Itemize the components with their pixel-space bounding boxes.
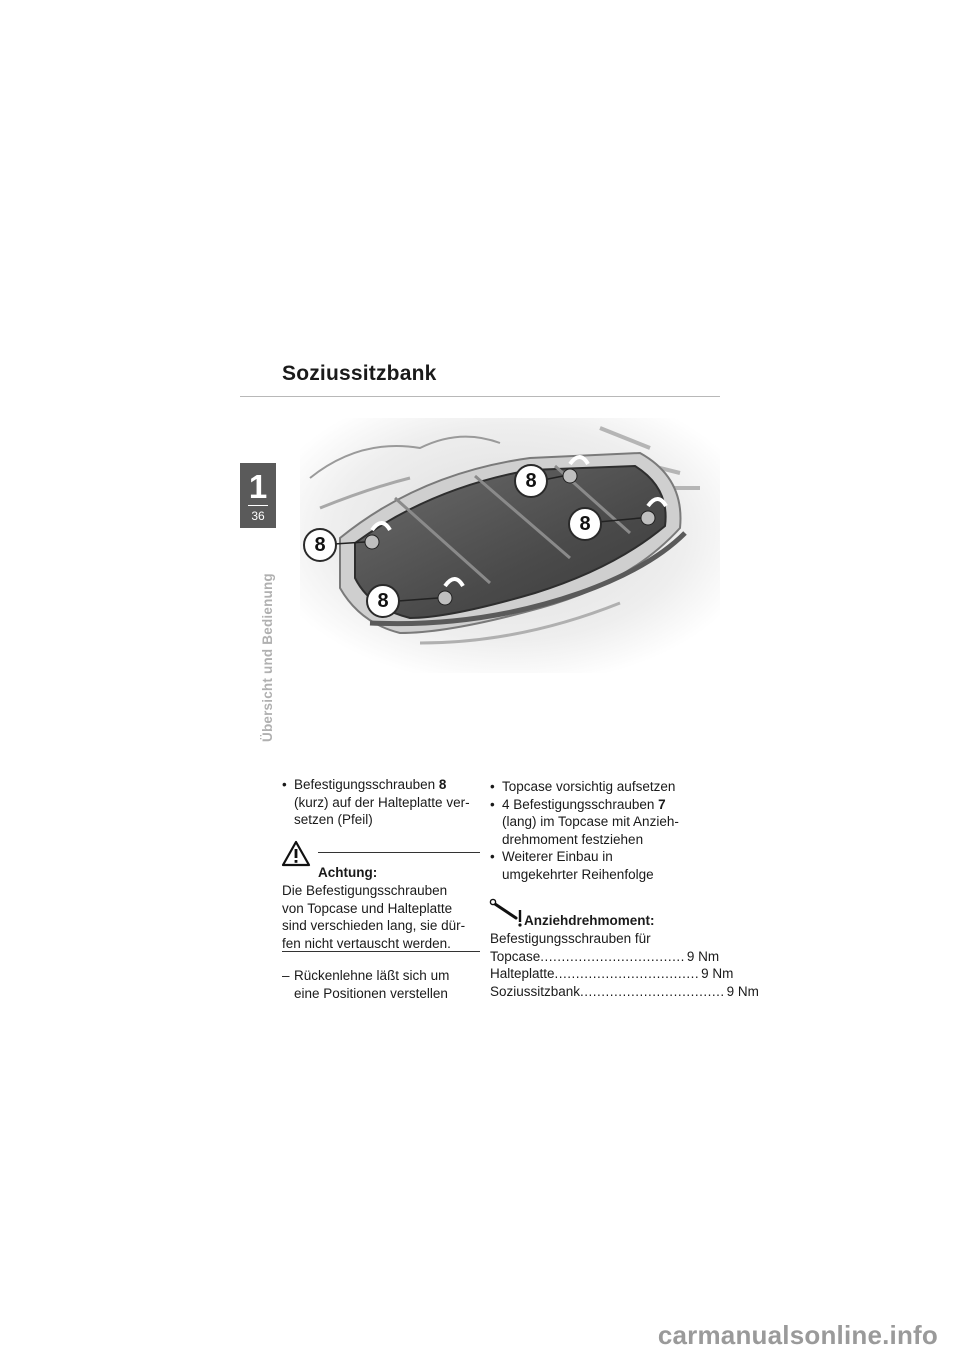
title-rule bbox=[240, 396, 720, 397]
screw-left bbox=[365, 535, 379, 549]
torque-value: 9 Nm bbox=[686, 948, 720, 964]
bullet-text: (lang) im Topcase mit Anzieh- bbox=[502, 814, 679, 830]
torque-heading: Anziehdrehmoment: bbox=[524, 913, 655, 928]
page-title: Soziussitzbank bbox=[282, 362, 437, 385]
torque-row bbox=[490, 983, 759, 1001]
warning-line: Die Befestigungsschrauben bbox=[282, 883, 448, 898]
torque-dots: .................................. bbox=[540, 948, 685, 964]
bullet-mark: • bbox=[490, 779, 495, 794]
ref-number: 7 bbox=[658, 796, 666, 812]
warning-line: von Topcase und Halteplatte bbox=[282, 900, 453, 916]
warning-line: sind verschieden lang, sie dür- bbox=[282, 918, 466, 934]
list-item bbox=[490, 778, 690, 796]
torque-intro: Befestigungsschrauben für bbox=[490, 931, 651, 946]
callout-8-top: 8 bbox=[514, 464, 548, 498]
chapter-number: 1 bbox=[248, 468, 268, 505]
warning-line: fen nicht vertauscht werden. bbox=[282, 935, 451, 951]
left-column-bullets bbox=[282, 776, 482, 829]
callout-8-bottom: 8 bbox=[366, 584, 400, 618]
list-item bbox=[282, 776, 482, 829]
bullet-text: drehmoment festziehen bbox=[502, 831, 644, 847]
torque-label: Topcase bbox=[490, 948, 541, 964]
watermark[interactable]: carmanualsonline.info bbox=[657, 1320, 938, 1350]
bullet-text: Befestigungsschrauben bbox=[294, 777, 439, 792]
warning-icon bbox=[282, 840, 310, 868]
bullet-text: 4 Befestigungsschrauben bbox=[502, 796, 659, 812]
torque-body bbox=[490, 930, 759, 1000]
list-item bbox=[490, 848, 690, 883]
seat-plate-figure bbox=[300, 418, 720, 673]
dash-text: Rückenlehne läßt sich um bbox=[294, 968, 450, 983]
screw-top bbox=[563, 469, 577, 483]
warning-body bbox=[282, 882, 482, 952]
warning-rule-top bbox=[318, 852, 480, 853]
dash-mark: – bbox=[282, 968, 290, 983]
torque-row bbox=[490, 948, 720, 966]
torque-value: 9 Nm bbox=[726, 983, 759, 999]
warning-heading: Achtung: bbox=[318, 865, 378, 880]
callout-8-left: 8 bbox=[303, 528, 337, 562]
torque-value: 9 Nm bbox=[701, 966, 734, 982]
screw-bottom bbox=[438, 591, 452, 605]
torque-label: Halteplatte bbox=[490, 966, 555, 982]
dash-text: eine Positionen verstellen bbox=[294, 985, 448, 1001]
bullet-mark: • bbox=[490, 849, 495, 865]
chapter-marker bbox=[240, 463, 276, 528]
bullet-text: umgekehrter Reihenfolge bbox=[502, 866, 654, 882]
torque-row bbox=[490, 965, 734, 983]
torque-wrench-icon bbox=[490, 898, 524, 928]
right-column-bullets bbox=[490, 778, 690, 884]
warning-rule-bottom bbox=[282, 951, 480, 952]
torque-label: Soziussitzbank bbox=[490, 983, 581, 999]
ref-number: 8 bbox=[438, 777, 447, 792]
bullet-mark: • bbox=[490, 796, 495, 812]
chapter-divider bbox=[248, 505, 268, 506]
dash-item bbox=[282, 967, 494, 1002]
screw-right bbox=[641, 511, 655, 525]
torque-dots: .................................. bbox=[554, 966, 700, 982]
chapter-side-label: Übersicht und Bedienung bbox=[260, 573, 275, 742]
page-number: 36 bbox=[251, 509, 265, 523]
bullet-mark: • bbox=[282, 777, 287, 792]
torque-dots: .................................. bbox=[580, 983, 725, 999]
bullet-text: (kurz) auf der Halteplatte ver- bbox=[294, 794, 470, 810]
bullet-text: Topcase vorsichtig aufsetzen bbox=[502, 779, 676, 794]
list-item bbox=[490, 796, 690, 849]
callout-8-right: 8 bbox=[568, 507, 602, 541]
bullet-text: Weiterer Einbau in bbox=[502, 849, 613, 865]
seat-plate-illustration bbox=[300, 418, 720, 673]
bullet-text: setzen (Pfeil) bbox=[294, 812, 373, 828]
